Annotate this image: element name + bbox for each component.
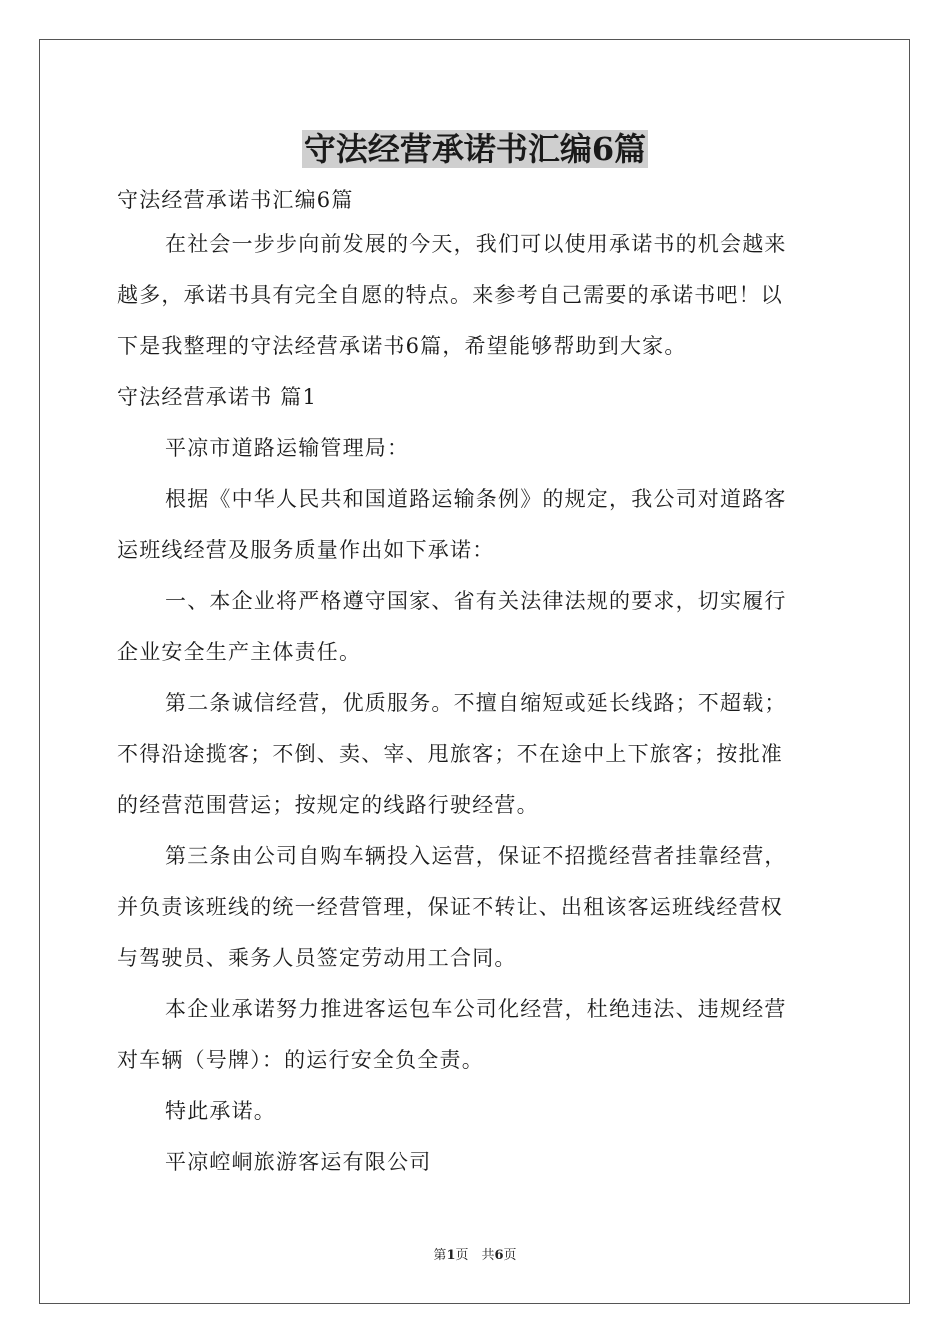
- body-line: 企业安全生产主体责任。: [117, 640, 362, 664]
- page-number-footer: [0, 1246, 950, 1266]
- body-line: 对车辆（号牌）：的运行安全负全责。: [117, 1048, 484, 1072]
- body-line: 并负责该班线的统一经营管理，保证不转让、出租该客运班线经营权: [117, 895, 783, 919]
- document-body: [117, 177, 833, 1190]
- intro-line: 越多，承诺书具有完全自愿的特点。来参考自己需要的承诺书吧！以: [117, 283, 783, 307]
- intro-line: 在社会一步步向前发展的今天，我们可以使用承诺书的机会越来: [165, 232, 787, 256]
- addressee-line: 平凉市道路运输管理局：: [165, 436, 410, 460]
- signature-company: 平凉崆峒旅游客运有限公司: [165, 1150, 432, 1174]
- body-line: 第三条由公司自购车辆投入运营，保证不招揽经营者挂靠经营，: [165, 844, 787, 868]
- body-line: 的经营范围营运；按规定的线路行驶经营。: [117, 793, 539, 817]
- total-page-number: 6: [494, 1248, 504, 1263]
- current-page-number: 1: [446, 1248, 456, 1263]
- page-mid: 页 共: [455, 1248, 495, 1263]
- body-line: 一、本企业将严格遵守国家、省有关法律法规的要求，切实履行: [165, 589, 787, 613]
- body-line: 第二条诚信经营，优质服务。不擅自缩短或延长线路；不超载；: [165, 691, 787, 715]
- intro-line: 下是我整理的守法经营承诺书6篇，希望能够帮助到大家。: [117, 334, 687, 358]
- body-line: 本企业承诺努力推进客运包车公司化经营，杜绝违法、违规经营: [165, 997, 787, 1021]
- closing-line: 特此承诺。: [165, 1099, 276, 1123]
- page-suffix: 页: [503, 1248, 517, 1263]
- document-title-text: 守法经营承诺书汇编6篇: [303, 130, 647, 168]
- section-heading: 守法经营承诺书 篇1: [117, 385, 318, 409]
- page-prefix: 第: [433, 1248, 447, 1263]
- body-line: 运班线经营及服务质量作出如下承诺：: [117, 538, 495, 562]
- document-title: [0, 127, 950, 171]
- subtitle-line: 守法经营承诺书汇编6篇: [117, 188, 354, 212]
- body-line: 与驾驶员、乘务人员签定劳动用工合同。: [117, 946, 517, 970]
- body-line: 根据《中华人民共和国道路运输条例》的规定，我公司对道路客: [165, 487, 787, 511]
- body-line: 不得沿途揽客；不倒、卖、宰、甩旅客；不在途中上下旅客；按批准: [117, 742, 783, 766]
